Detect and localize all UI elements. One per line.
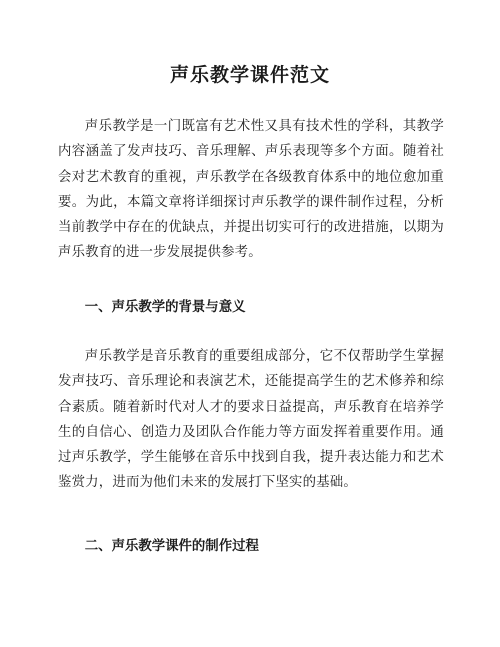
document-title: 声乐教学课件范文: [169, 64, 330, 86]
intro-paragraph: 声乐教学是一门既富有艺术性又具有技术性的学科，其教学内容涵盖了发声技巧、音乐理解、声乐表现等多个方面。随着社会对艺术教育的重视，声乐教学在各级教育体系中的地位愈加重要。为此，本篇文章将详细探讨声乐教学的课件制作过程，分析当前教学中存在的优缺点，并提出切实可行的改进措施，以期为声乐教育的进一步发展提供参考。: [58, 119, 444, 261]
section-heading-production: 二、声乐教学课件的制作过程: [84, 539, 259, 554]
section-heading-background: 一、声乐教学的背景与意义: [84, 300, 246, 315]
background-paragraph: 声乐教学是音乐教育的重要组成部分，它不仅帮助学生掌握发声技巧、音乐理论和表演艺术，还能提高学生的艺术修养和综合素质。随着新时代对人才的要求日益提高，声乐教育在培养学生的自信心、创造力及团队合作能力等方面发挥着重要作用。通过声乐教学，学生能够在音乐中找到自我，提升表达能力和艺术鉴赏力，进而为他们未来的发展打下坚实的基础。: [58, 349, 444, 491]
